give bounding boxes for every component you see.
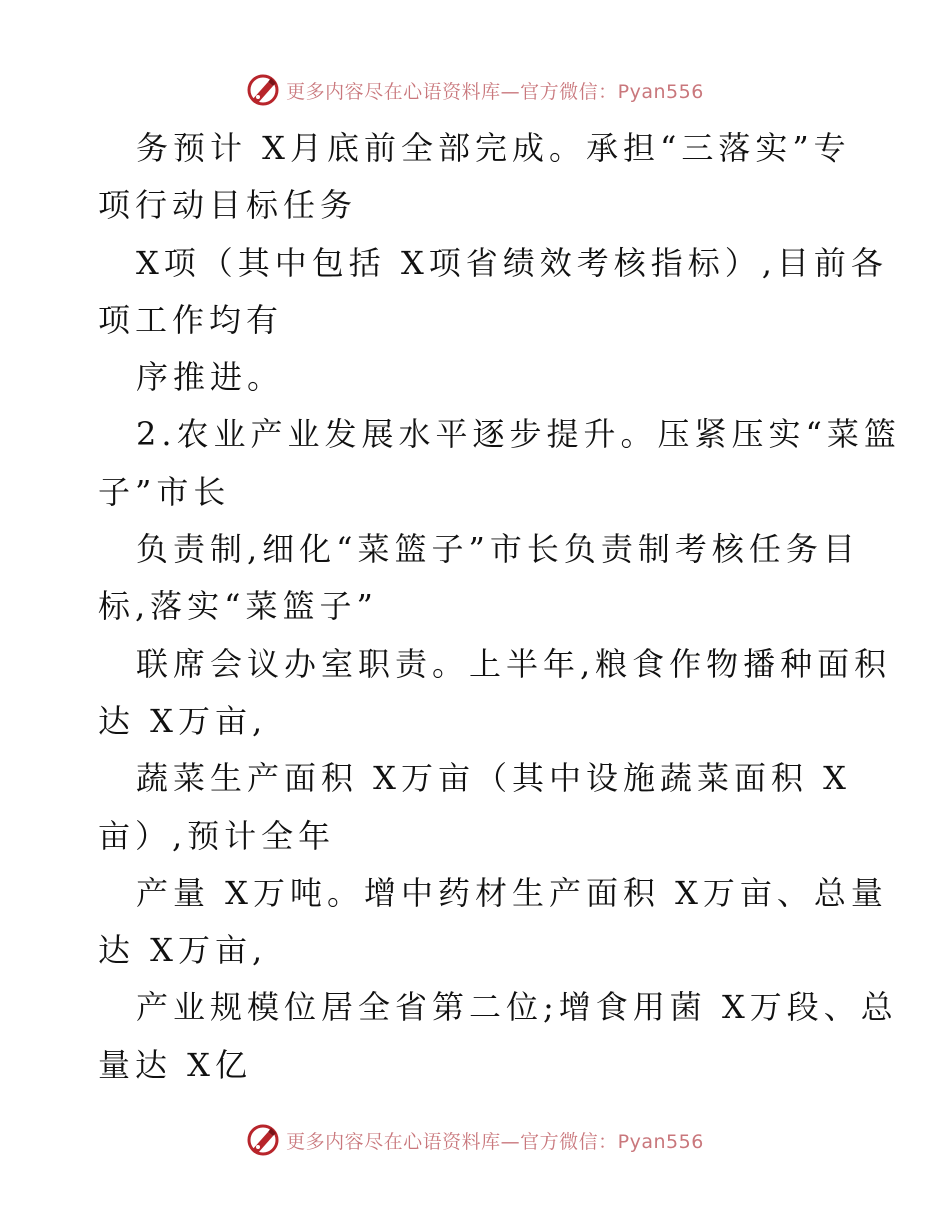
- header-banner: [0, 70, 950, 110]
- text-line: 蔬菜生产面积 X万亩（其中设施蔬菜面积 X: [136, 759, 851, 798]
- pen-logo-icon: [246, 73, 280, 107]
- text-line: 项工作均有: [98, 300, 284, 339]
- text-line: 子”市长: [98, 472, 231, 511]
- text-line: 序推进。: [136, 358, 285, 397]
- text-line: 达 X万亩,: [98, 931, 268, 970]
- footer-banner: [0, 1120, 950, 1160]
- text-line: 负责制,细化“菜篮子”市长负责制考核任务目: [136, 530, 860, 569]
- text-line: 2.农业产业发展水平逐步提升。压紧压实“菜篮: [136, 415, 901, 454]
- text-line: 亩）,预计全年: [98, 816, 336, 855]
- text-line: 联席会议办室职责。上半年,粮食作物播种面积: [136, 644, 892, 683]
- document-body: [98, 120, 901, 1094]
- text-line: X项（其中包括 X项省绩效考核指标）,目前各: [136, 243, 888, 282]
- text-line: 达 X万亩,: [98, 701, 268, 740]
- text-line: 量达 X亿: [98, 1045, 252, 1084]
- text-line: 项行动目标任务: [98, 186, 358, 225]
- watermark-text: 更多内容尽在心语资料库—官方微信：Pyan556: [286, 1130, 704, 1153]
- watermark-text: 更多内容尽在心语资料库—官方微信：Pyan556: [286, 80, 704, 103]
- pen-logo-icon: [246, 1123, 280, 1157]
- text-line: 务预计 X月底前全部完成。承担“三落实”专: [136, 129, 851, 167]
- text-line: 产业规模位居全省第二位;增食用菌 X万段、总: [136, 988, 898, 1027]
- text-line: 标,落实“菜篮子”: [98, 587, 378, 626]
- text-line: 产量 X万吨。增中药材生产面积 X万亩、总量: [136, 873, 888, 912]
